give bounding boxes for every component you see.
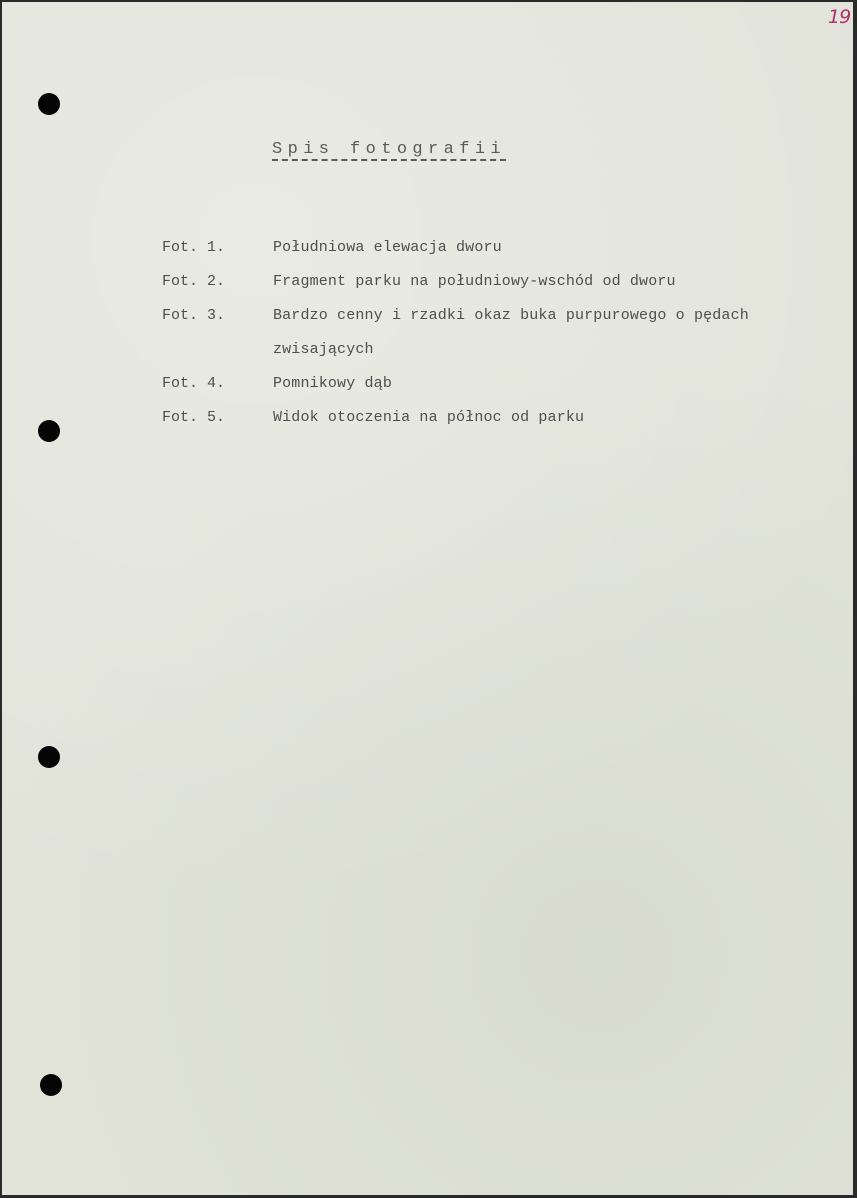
punch-hole xyxy=(38,746,60,768)
photo-description: Południowa elewacja dworu xyxy=(273,239,502,256)
photo-label: Fot. 1. xyxy=(162,239,226,256)
photo-label: Fot. 2. xyxy=(162,273,226,290)
page-number: 19 xyxy=(828,6,851,28)
list-item xyxy=(162,265,808,299)
list-item xyxy=(162,401,808,435)
photo-label: Fot. 4. xyxy=(162,375,226,392)
photo-description: Pomnikowy dąb xyxy=(273,375,392,392)
photo-description: Widok otoczenia na północ od parku xyxy=(273,409,585,426)
list-item xyxy=(162,299,808,367)
list-item xyxy=(162,367,808,401)
photo-label: Fot. 3. xyxy=(162,307,226,324)
list-item xyxy=(162,231,808,265)
photo-list xyxy=(162,231,808,435)
photo-description: Bardzo cenny i rzadki okaz buka purpurowego o pędach zwisających xyxy=(273,307,749,358)
punch-hole xyxy=(40,1074,62,1096)
photo-description: Fragment parku na południowy-wschód od dworu xyxy=(273,273,676,290)
photo-label: Fot. 5. xyxy=(162,409,226,426)
document-page xyxy=(2,2,853,1195)
punch-hole xyxy=(38,93,60,115)
punch-hole xyxy=(38,420,60,442)
page-title: Spis fotografii xyxy=(272,140,507,159)
